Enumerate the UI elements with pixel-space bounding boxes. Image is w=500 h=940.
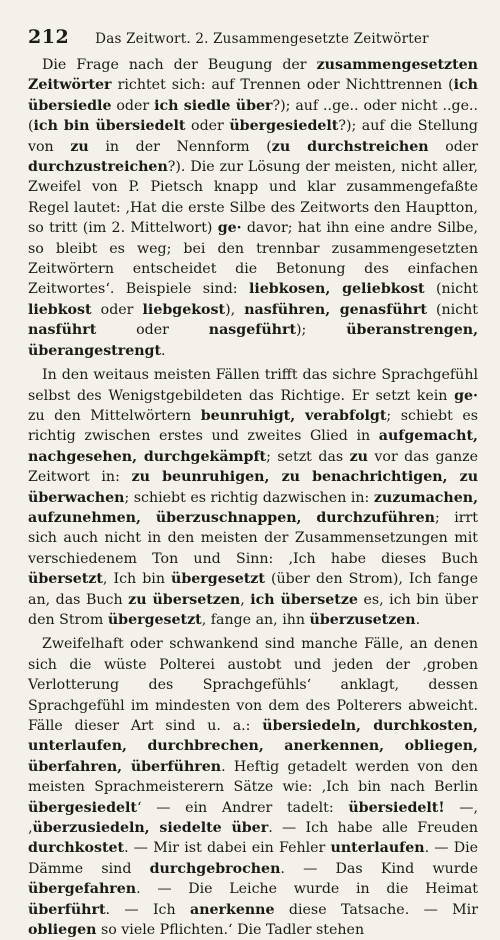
paragraph [28, 365, 478, 630]
text-run: . — Die Dämme sind [28, 840, 478, 877]
bold-term: durchzustreichen [28, 159, 168, 176]
bold-term: unterlaufen [330, 840, 425, 857]
text-run: davor; hat ihn eine andre Silbe, so bleibt es weg; bei den trennbar zusammengesetzten Zeitwörtern entscheidet die Betonung des einfachen Zeitwortes‘. Beispiele sind: [28, 220, 479, 298]
text-run: ; setzt das [266, 448, 350, 465]
bold-term: zusammengesetzten Zeitwörter [28, 57, 478, 94]
text-run: . — Ich [105, 901, 190, 918]
text-run: oder [185, 118, 230, 135]
bold-term: ich bin übersiedelt [33, 118, 186, 135]
bold-term: zu [349, 448, 368, 465]
bold-term: überzusetzen [309, 611, 416, 628]
text-run: (über den Strom), Ich fange an, das Buch [28, 571, 478, 608]
text-run: —, ‚ [28, 799, 478, 837]
text-run: ?); auf die Stellung von [28, 118, 478, 155]
bold-term: ge· [454, 387, 478, 404]
bold-term: nasgeführt [208, 322, 297, 339]
bold-term: übergesiedelt [28, 799, 137, 816]
bold-term: obliegen [28, 922, 97, 939]
paragraph [28, 55, 478, 361]
text-run: (nicht [426, 301, 478, 318]
text-run: . — Ich habe alle Freuden [268, 820, 478, 837]
text-run: ; irrt sich auch nicht in den meisten der Zusammensetzungen mit verschiedenem Ton und Sinn: ‚Ich habe dieses Buch [28, 509, 479, 567]
bold-term: ge· [217, 220, 242, 237]
running-title: Das Zeitwort. 2. Zusammengesetzte Zeitwörter [95, 31, 429, 47]
bold-term: überanstrengen, überangestrengt [28, 322, 479, 359]
bold-term: nasführen, genasführt [244, 301, 427, 318]
text-run: Zweifelhaft oder schwankend sind manche Fälle, an denen sich die wüste Polterei austobt und jeden der ‚groben Verlotterung des Sprachgefühls‘ anklagt, dessen Sprachgefühl im mindesten von dem des Polterers abweicht. Fälle dieser Art sind u. a.: [28, 636, 478, 734]
text-run: . Heftig getadelt werden von den meisten Sprachmeisterern Sätze wie: ‚Ich bin nach Berlin [28, 758, 478, 796]
text-run: , fange an, ihn [201, 611, 310, 628]
text-run: ?); auf ..ge.. oder nicht ..ge.. ( [28, 97, 478, 135]
text-run: , Ich bin [102, 571, 172, 588]
bold-term: übersetzt [28, 571, 103, 588]
bold-term: ich siedle über [154, 97, 273, 114]
bold-term: zu durchstreichen [271, 138, 429, 155]
text-run: ), [225, 301, 245, 318]
bold-term: anerkenne [190, 901, 275, 918]
text-run: ); [296, 322, 347, 339]
text-run: es, ich bin über den Strom [28, 591, 478, 628]
text-run: so viele Pflichten.‘ Die Tadler stehen [96, 922, 365, 939]
bold-term: beunruhigt, verabfolgt [200, 407, 387, 424]
text-run: , [240, 591, 251, 608]
text-run: zu den Mittelwörtern [28, 407, 201, 424]
text-run: in der Nennform ( [88, 138, 272, 155]
text-run: . — Das Kind wurde [280, 860, 478, 877]
bold-term: durchgebrochen [149, 860, 281, 877]
bold-term: übergefahren [28, 881, 137, 898]
text-run: oder [96, 322, 209, 339]
text-run: oder [111, 97, 155, 114]
bold-term: durchkostet [28, 840, 125, 857]
text-run: Die Frage nach der Beugung der [42, 57, 317, 73]
bold-term: überzusiedeln, siedelte über [32, 820, 269, 837]
bold-term: übergesetzt [107, 611, 202, 628]
text-run: . — Mir ist dabei ein Fehler [124, 840, 331, 857]
paragraph [28, 634, 478, 940]
text-run: In den weitaus meisten Fällen trifft das sichre Sprachgefühl selbst des Wenigstgebildeten das Richtige. Er setzt kein [28, 367, 478, 404]
text-run: oder [91, 301, 143, 318]
text-run: . — Die Leiche wurde in die Heimat [136, 881, 478, 898]
bold-term: zuzumachen, aufzunehmen, überzuschnappen, durchzuführen [28, 489, 479, 526]
bold-term: übergesiedelt [229, 118, 339, 135]
bold-term: liebkosen, geliebkost [248, 281, 425, 298]
text-run: vor das ganze Zeitwort in: [28, 448, 478, 486]
bold-term: nasführt [28, 322, 97, 339]
bold-term: zu übersetzen [128, 591, 241, 608]
bold-term: übersiedeln, durchkosten, unterlaufen, durchbrechen, anerkennen, obliegen, überfahren, überführen [28, 718, 478, 775]
body-text [28, 55, 478, 940]
text-run: oder [428, 138, 478, 155]
text-run: ?). Die zur Lösung der meisten, nicht aller, Zweifel von P. Pietsch knapp und klar zusammengefaßte Regel lautet: ‚Hat die erste Silbe des Zeitworts den Hauptton, so tritt (im 2. Mittelwort) [28, 159, 478, 237]
bold-term: ich übersiedle [28, 77, 478, 114]
bold-term: liebkost [28, 301, 92, 318]
text-run: (nicht [424, 281, 478, 298]
bold-term: zu beunruhigen, zu benachrichtigen, zu überwachen [28, 469, 479, 506]
bold-term: liebgekost [142, 301, 226, 318]
bold-term: übergesetzt [171, 571, 265, 588]
text-run: . [415, 611, 421, 628]
text-run: ‘ — ein Andrer tadelt: [136, 799, 349, 816]
running-head [28, 26, 478, 48]
bold-term: überführt [28, 901, 106, 918]
bold-term: übersiedelt! [348, 799, 445, 816]
page-number: 212 [28, 26, 70, 48]
text-run: ; schiebt es richtig zwischen erstes und zweites Glied in [28, 407, 479, 445]
bold-term: aufgemacht, nachgesehen, durchgekämpft [28, 428, 478, 465]
bold-term: ich übersetze [250, 591, 358, 608]
text-run: ; schiebt es richtig dazwischen in: [124, 489, 374, 506]
text-run: . [161, 342, 166, 359]
text-run: richtet sich: auf Trennen oder Nichttrennen ( [111, 77, 454, 94]
bold-term: zu [70, 138, 89, 155]
text-run: diese Tatsache. — Mir [274, 901, 478, 918]
